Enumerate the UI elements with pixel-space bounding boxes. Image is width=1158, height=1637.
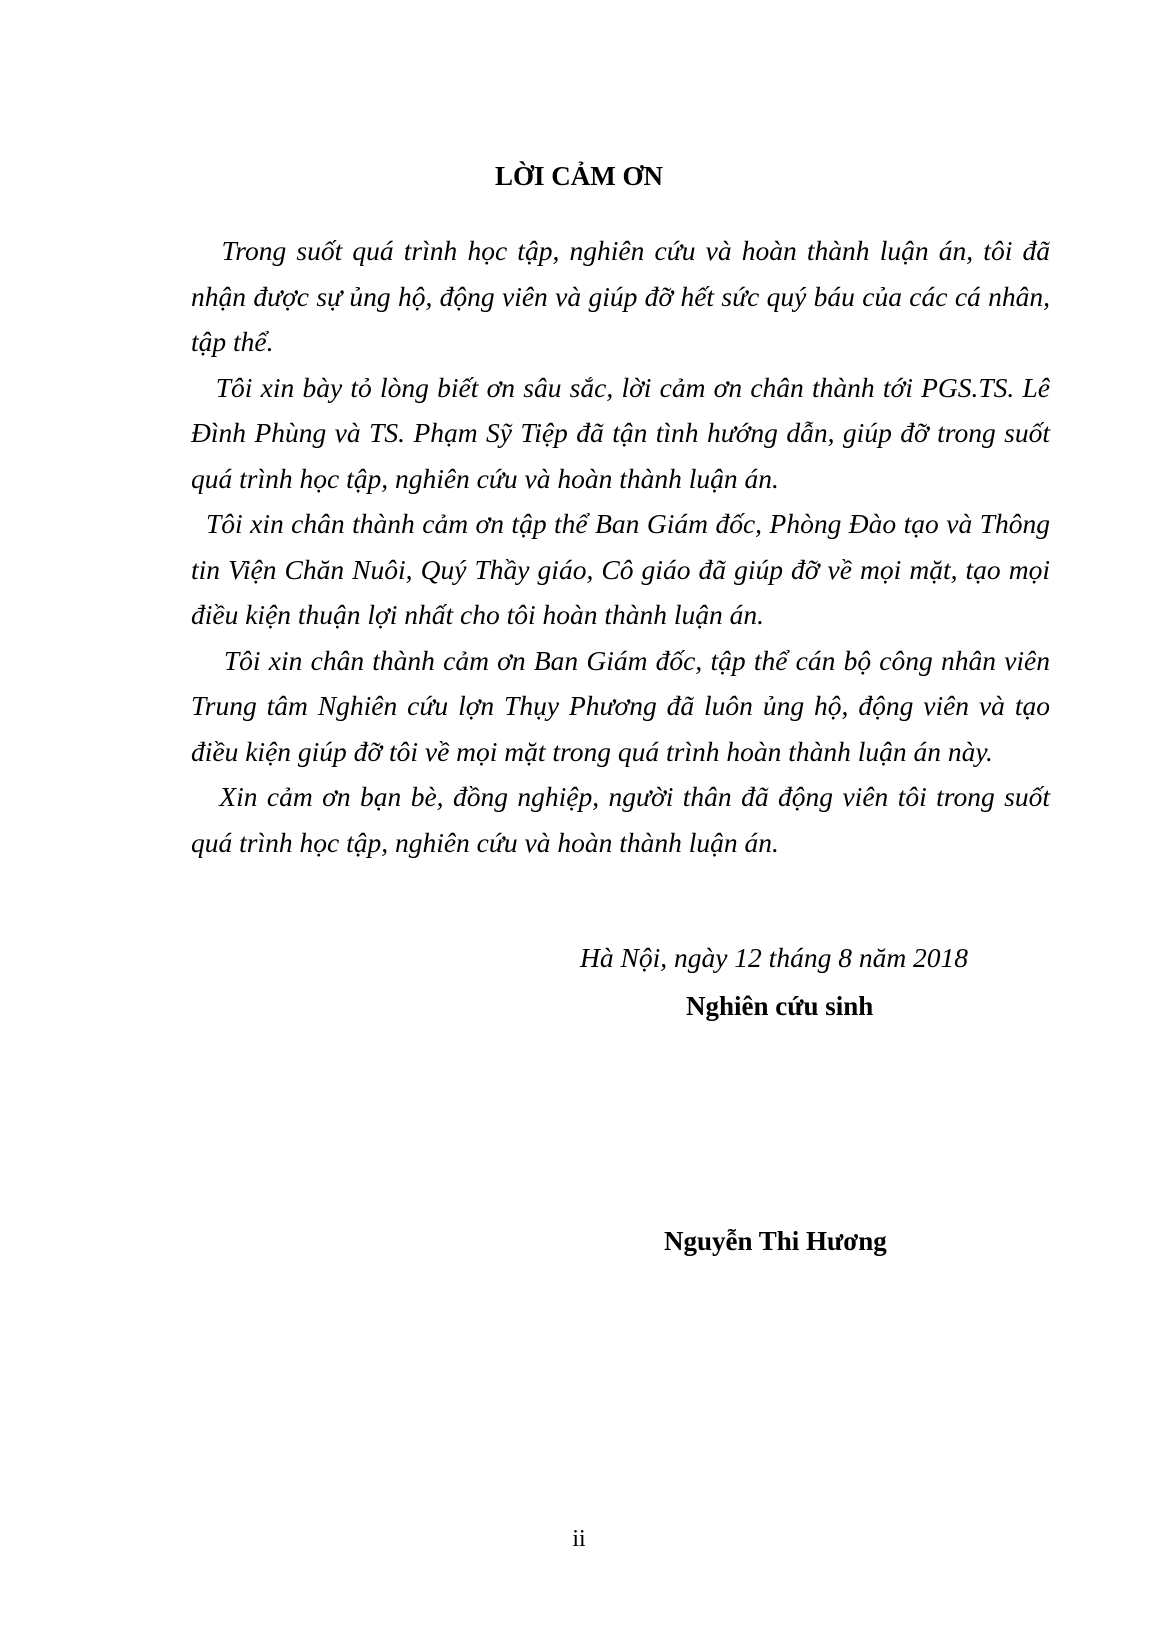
paragraph-2 <box>191 365 1050 502</box>
place-date-line: Hà Nội, ngày 12 tháng 8 năm 2018 <box>580 942 969 973</box>
paragraph-5-text: Xin cảm ơn bạn bè, đồng nghiệp, người thân đã động viên tôi trong suốt quá trình học tập, nghiên cứu và hoàn thành luận án. <box>191 781 1051 858</box>
author-name: Nguyễn Thi Hương <box>664 1226 887 1256</box>
signer-role: Nghiên cứu sinh <box>686 991 874 1021</box>
acknowledgement-body <box>191 228 1050 865</box>
paragraph-1 <box>191 228 1050 365</box>
page-number: ii <box>572 1526 586 1552</box>
paragraph-5 <box>191 774 1050 865</box>
paragraph-4-text: Tôi xin chân thành cảm ơn Ban Giám đốc, tập thể cán bộ công nhân viên Trung tâm Nghiên cứu lợn Thụy Phương đã luôn ủng hộ, động viên và tạo điều kiện giúp đỡ tôi về mọi mặt trong quá trình hoàn thành luận án này. <box>191 644 1051 767</box>
paragraph-1-text: Trong suốt quá trình học tập, nghiên cứu và hoàn thành luận án, tôi đã nhận được sự ủng hộ, động viên và giúp đỡ hết sức quý báu của các cá nhân, tập thể. <box>191 235 1051 357</box>
paragraph-5-indent <box>191 781 219 812</box>
paragraph-3-indent <box>191 508 206 539</box>
paragraph-2-indent <box>191 372 216 403</box>
paragraph-3-text: Tôi xin chân thành cảm ơn tập thể Ban Giám đốc, Phòng Đào tạo và Thông tin Viện Chăn Nuôi, Quý Thầy giáo, Cô giáo đã giúp đỡ về mọi mặt, tạo mọi điều kiện thuận lợi nhất cho tôi hoàn thành luận án. <box>191 508 1050 630</box>
paragraph-1-indent <box>191 235 222 266</box>
paragraph-4 <box>191 638 1050 775</box>
page-title: LỜI CẢM ƠN <box>495 161 663 191</box>
paragraph-2-text: Tôi xin bày tỏ lòng biết ơn sâu sắc, lời cảm ơn chân thành tới PGS.TS. Lê Đình Phùng và TS. Phạm Sỹ Tiệp đã tận tình hướng dẫn, giúp đỡ trong suốt quá trình học tập, nghiên cứu và hoàn thành luận án. <box>191 371 1051 494</box>
paragraph-3 <box>191 501 1050 638</box>
paragraph-4-indent <box>191 645 224 676</box>
